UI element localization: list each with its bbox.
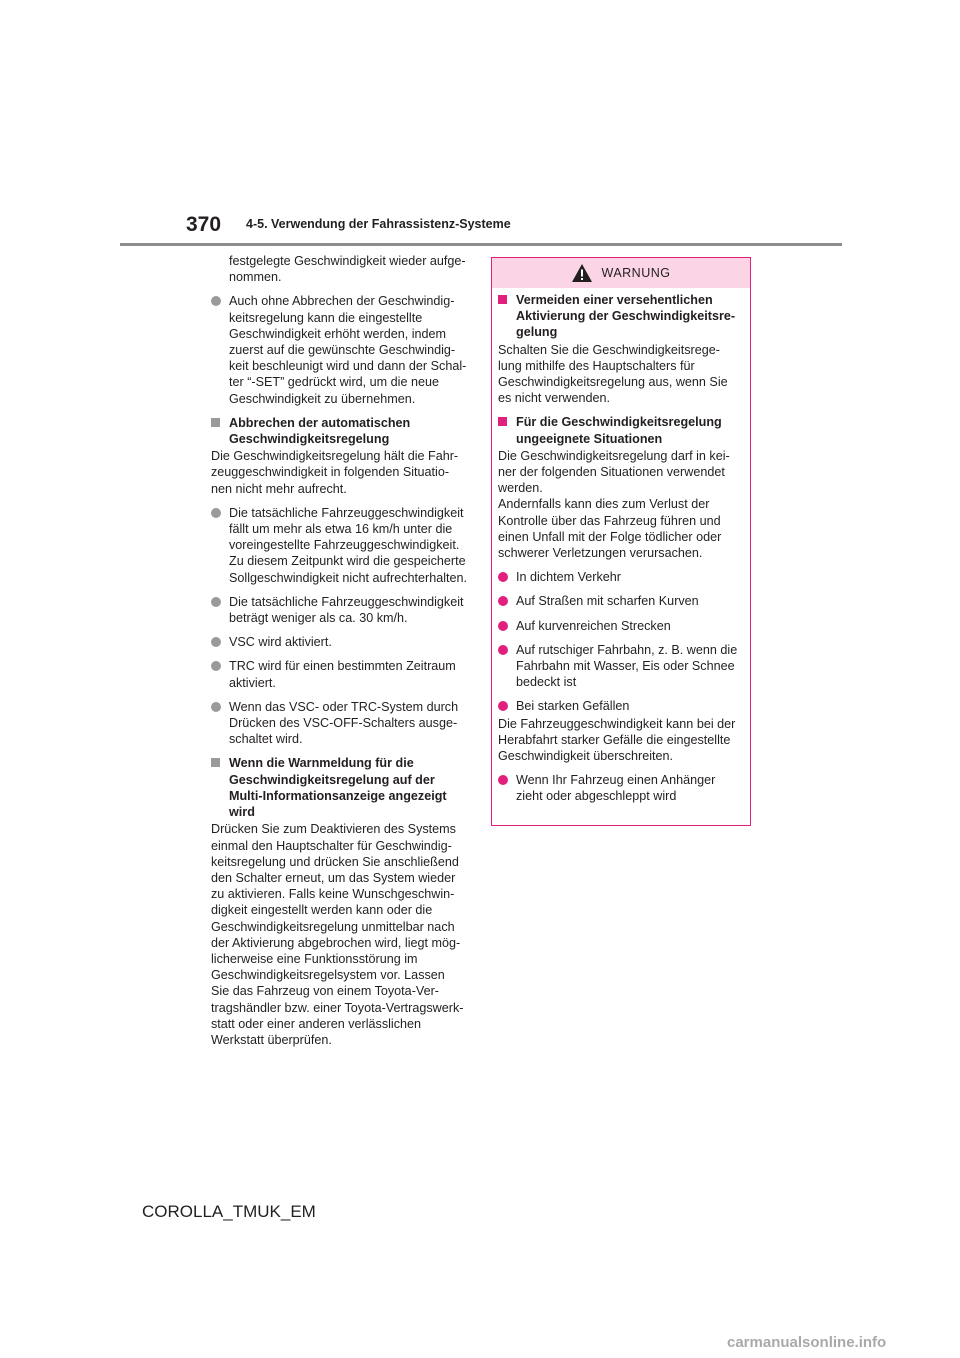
heading-warning-message: Wenn die Warnmeldung für die Geschwindigkeitsregelung auf der Multi-Informationsanzeige angezeigt wird (211, 755, 469, 820)
header-rule (120, 243, 842, 246)
paragraph-warning-message: Drücken Sie zum Deaktivieren des Systems einmal den Hauptschalter für Geschwindig- keitsregelung und drücken Sie anschließend den Schalter erneut, um das System wieder zu aktivieren. Falls keine Wunschgeschwin- digkeit eingestellt werden kann oder die Geschwindigkeitsregelung unmittelbar nach der Aktivierung abgebrochen wird, liegt mög- licherweise eine Funktionsstörung im Geschwindigkeitsregelsystem vor. Lassen Sie das Fahrzeug von einem Toyota-Ver- tragshändler bzw. einer Toyota-Vertragswerk- statt oder einer anderen verlässlichen Werkstatt überprüfen. (211, 822, 464, 1047)
bullet-vsc: VSC wird aktiviert. (211, 634, 469, 650)
warning-bullet-slopes: Bei starken Gefällen (498, 698, 744, 714)
watermark: carmanualsonline.info (727, 1334, 887, 1351)
warning-box (491, 257, 751, 826)
bullet-speed-increase: Auch ohne Abbrechen der Geschwindig- keitsregelung kann die eingestellte Geschwindigkeit erhöht werden, indem zuerst auf die gewünschte Geschwindig- keit beschleunigt wird und dann der Schal- ter “-SET” gedrückt wird, um die neue Geschwindigkeit zu übernehmen. (211, 293, 469, 406)
warning-triangle-icon (571, 263, 593, 283)
warning-heading-unsuitable: Für die Geschwindigkeitsregelung ungeeignete Situationen (498, 414, 744, 446)
bullet-trc: TRC wird für einen bestimmten Zeitraum aktiviert. (211, 658, 469, 690)
footer-code: COROLLA_TMUK_EM (142, 1202, 316, 1221)
warning-paragraph-accidental: Schalten Sie die Geschwindigkeitsrege- lung mithilfe des Hauptschalters für Geschwindigkeitsregelung aus, wenn Sie es nicht verwenden. (498, 342, 728, 406)
heading-cancel-cruise: Abbrechen der automatischen Geschwindigkeitsregelung (211, 415, 469, 447)
page-number: 370 (186, 213, 222, 236)
section-title: 4-5. Verwendung der Fahrassistenz-Systeme (246, 217, 511, 231)
warning-heading-accidental: Vermeiden einer versehentlichen Aktivierung der Geschwindigkeitsre- gelung (498, 292, 744, 341)
warning-bullet-slippery: Auf rutschiger Fahrbahn, z. B. wenn die Fahrbahn mit Wasser, Eis oder Schnee bedeckt ist (498, 642, 744, 691)
bullet-low-speed: Die tatsächliche Fahrzeuggeschwindigkeit beträgt weniger als ca. 30 km/h. (211, 594, 469, 626)
warning-bullet-sharp-curves: Auf Straßen mit scharfen Kurven (498, 593, 744, 609)
warning-bullet-towing: Wenn Ihr Fahrzeug einen Anhänger zieht oder abgeschleppt wird (498, 772, 744, 804)
warning-body (492, 288, 750, 805)
warning-paragraph-unsuitable: Die Geschwindigkeitsregelung darf in kei- ner der folgenden Situationen verwendet werden. Andernfalls kann dies zum Verlust der Kontrolle über das Fahrzeug führen und einen Unfall mit der Folge tödlicher oder schwerer Verletzungen verursachen. (498, 448, 730, 561)
left-column (211, 253, 469, 1056)
warning-title: WARNUNG (601, 266, 671, 280)
bullet-speed-drop: Die tatsächliche Fahrzeuggeschwindigkeit fällt um mehr als etwa 16 km/h unter die voreingestellte Fahrzeuggeschwindigkeit. Zu diesem Zeitpunkt wird die gespeicherte Sollgeschwindigkeit nicht aufrechterhalten. (211, 505, 469, 586)
warning-bullet-traffic: In dichtem Verkehr (498, 569, 744, 585)
paragraph-cancel-situations: Die Geschwindigkeitsregelung hält die Fahr- zeuggeschwindigkeit in folgenden Situatio- nen nicht mehr aufrecht. (211, 449, 459, 496)
warning-paragraph-slopes: Die Fahrzeuggeschwindigkeit kann bei der Herabfahrt starker Gefälle die eingestellte Geschwindigkeit überschreiten. (498, 716, 736, 764)
continued-text: festgelegte Geschwindigkeit wieder aufge- nommen. (229, 254, 466, 285)
bullet-vsc-off: Wenn das VSC- oder TRC-System durch Drücken des VSC-OFF-Schalters ausge- schaltet wird. (211, 699, 469, 748)
warning-bullet-winding: Auf kurvenreichen Strecken (498, 618, 744, 634)
warning-header (492, 258, 750, 288)
